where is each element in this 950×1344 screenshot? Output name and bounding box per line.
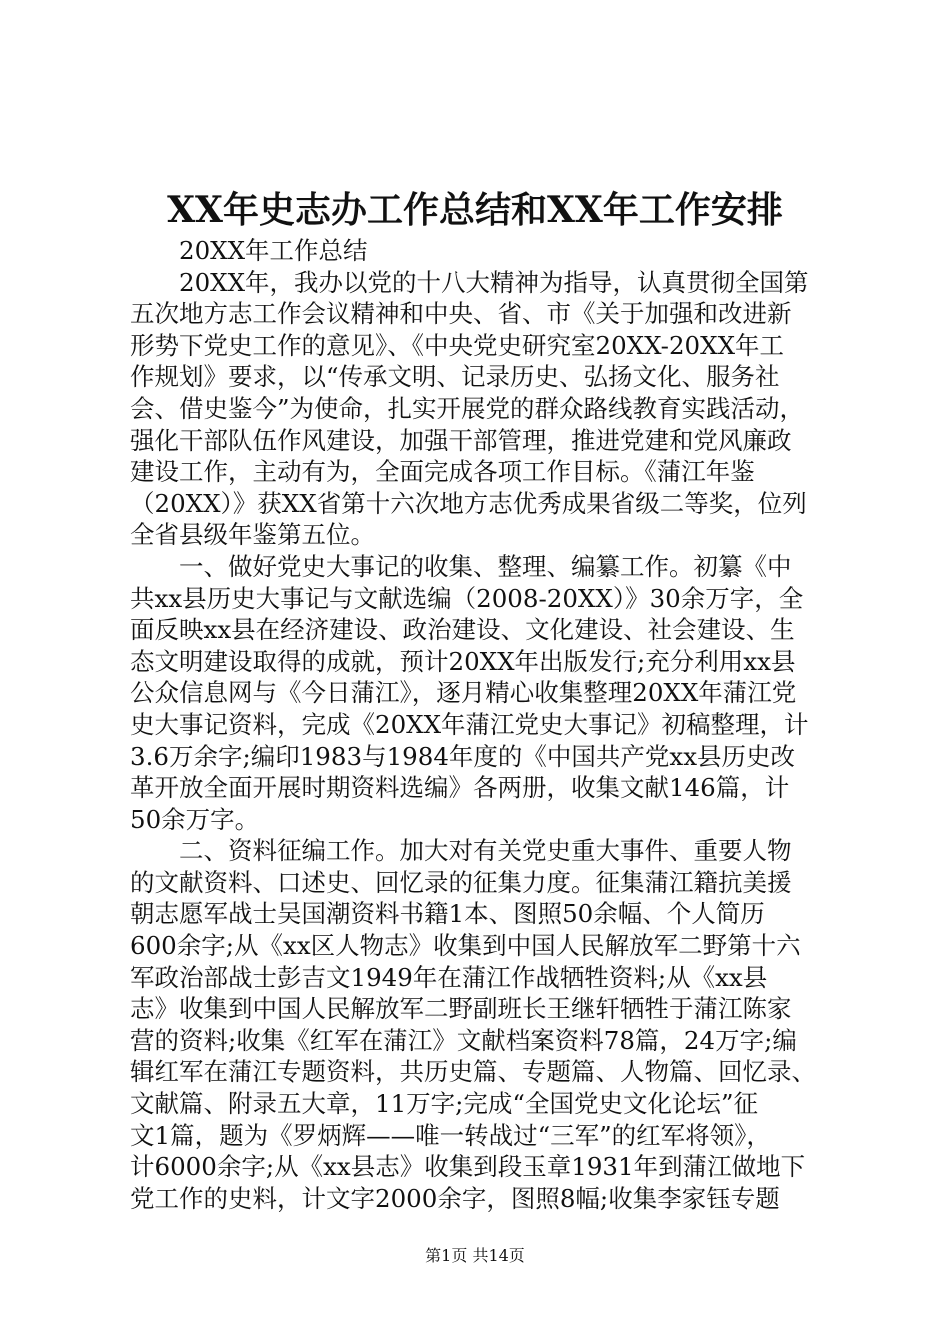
text-line: 作规划》要求，以“传承文明、记录历史、弘扬文化、服务社	[130, 362, 780, 392]
text-line: 共xx县历史大事记与文献选编（2008-20XX）》30余万字，全	[130, 583, 804, 613]
text-line: 强化干部队伍作风建设，加强干部管理，推进党建和党风廉政	[130, 425, 792, 455]
text-line: 建设工作，主动有为，全面完成各项工作目标。《蒲江年鉴	[130, 457, 755, 487]
text-line: 20XX年，我办以党的十八大精神为指导，认真贯彻全国第	[179, 267, 809, 297]
document-title: XX年史志办工作总结和XX年工作安排	[167, 189, 783, 231]
text-line: 党工作的史料，计文字2000余字，图照8幅;收集李家钰专题	[130, 1183, 780, 1213]
text-line: 计6000余字;从《xx县志》收集到段玉章1931年到蒲江做地下	[130, 1152, 806, 1182]
text-line: 的文献资料、口述史、回忆录的征集力度。征集蒲江籍抗美援	[130, 867, 792, 897]
page-footer: 第1页 共14页	[425, 1246, 525, 1265]
text-line: 军政治部战士彭吉文1949年在蒲江作战牺牲资料;从《xx县	[130, 962, 768, 992]
text-line: 文献篇、附录五大章，11万字;完成“全国党史文化论坛”征	[130, 1089, 758, 1119]
text-line: 全省县级年鉴第五位。	[130, 520, 375, 550]
text-line: 20XX年工作总结	[179, 236, 368, 265]
text-line: 革开放全面开展时期资料选编》各两册，收集文献146篇，计	[130, 773, 790, 803]
text-line: 会、借史鉴今”为使命，扎实开展党的群众路线教育实践活动，	[130, 393, 805, 423]
text-line: 五次地方志工作会议精神和中央、省、市《关于加强和改进新	[130, 299, 792, 329]
text-line: 3.6万余字;编印1983与1984年度的《中国共产党xx县历史改	[130, 741, 796, 771]
text-line: 史大事记资料，完成《20XX年蒲江党史大事记》初稿整理，计	[130, 709, 809, 739]
text-line: 50余万字。	[130, 804, 260, 834]
text-line: 营的资料;收集《红军在蒲江》文献档案资料78篇，24万字;编	[130, 1025, 797, 1055]
text-line: 形势下党史工作的意见》、《中央党史研究室20XX-20XX年工	[130, 330, 785, 360]
text-line: 志》收集到中国人民解放军二野副班长王继轩牺牲于蒲江陈家	[130, 994, 792, 1024]
text-line: 600余字;从《xx区人物志》收集到中国人民解放军二野第十六	[130, 931, 801, 961]
text-line: 朝志愿军战士吴国潮资料书籍1本、图照50余幅、个人简历	[130, 899, 765, 929]
text-line: 公众信息网与《今日蒲江》，逐月精心收集整理20XX年蒲江党	[130, 678, 797, 708]
text-line: （20XX）》获XX省第十六次地方志优秀成果省级二等奖，位列	[130, 488, 807, 518]
text-line: 面反映xx县在经济建设、政治建设、文化建设、社会建设、生	[130, 615, 795, 645]
text-line: 文1篇，题为《罗炳辉——唯一转战过“三军”的红军将领》，	[130, 1120, 771, 1150]
text-line: 态文明建设取得的成就，预计20XX年出版发行;充分利用xx县	[130, 646, 796, 676]
text-line: 一、做好党史大事记的收集、整理、编纂工作。初纂《中	[179, 551, 792, 581]
text-line: 二、资料征编工作。加大对有关党史重大事件、重要人物	[179, 836, 792, 866]
document-body	[130, 235, 836, 1214]
text-line: 辑红军在蒲江专题资料，共历史篇、专题篇、人物篇、回忆录、	[130, 1057, 816, 1087]
